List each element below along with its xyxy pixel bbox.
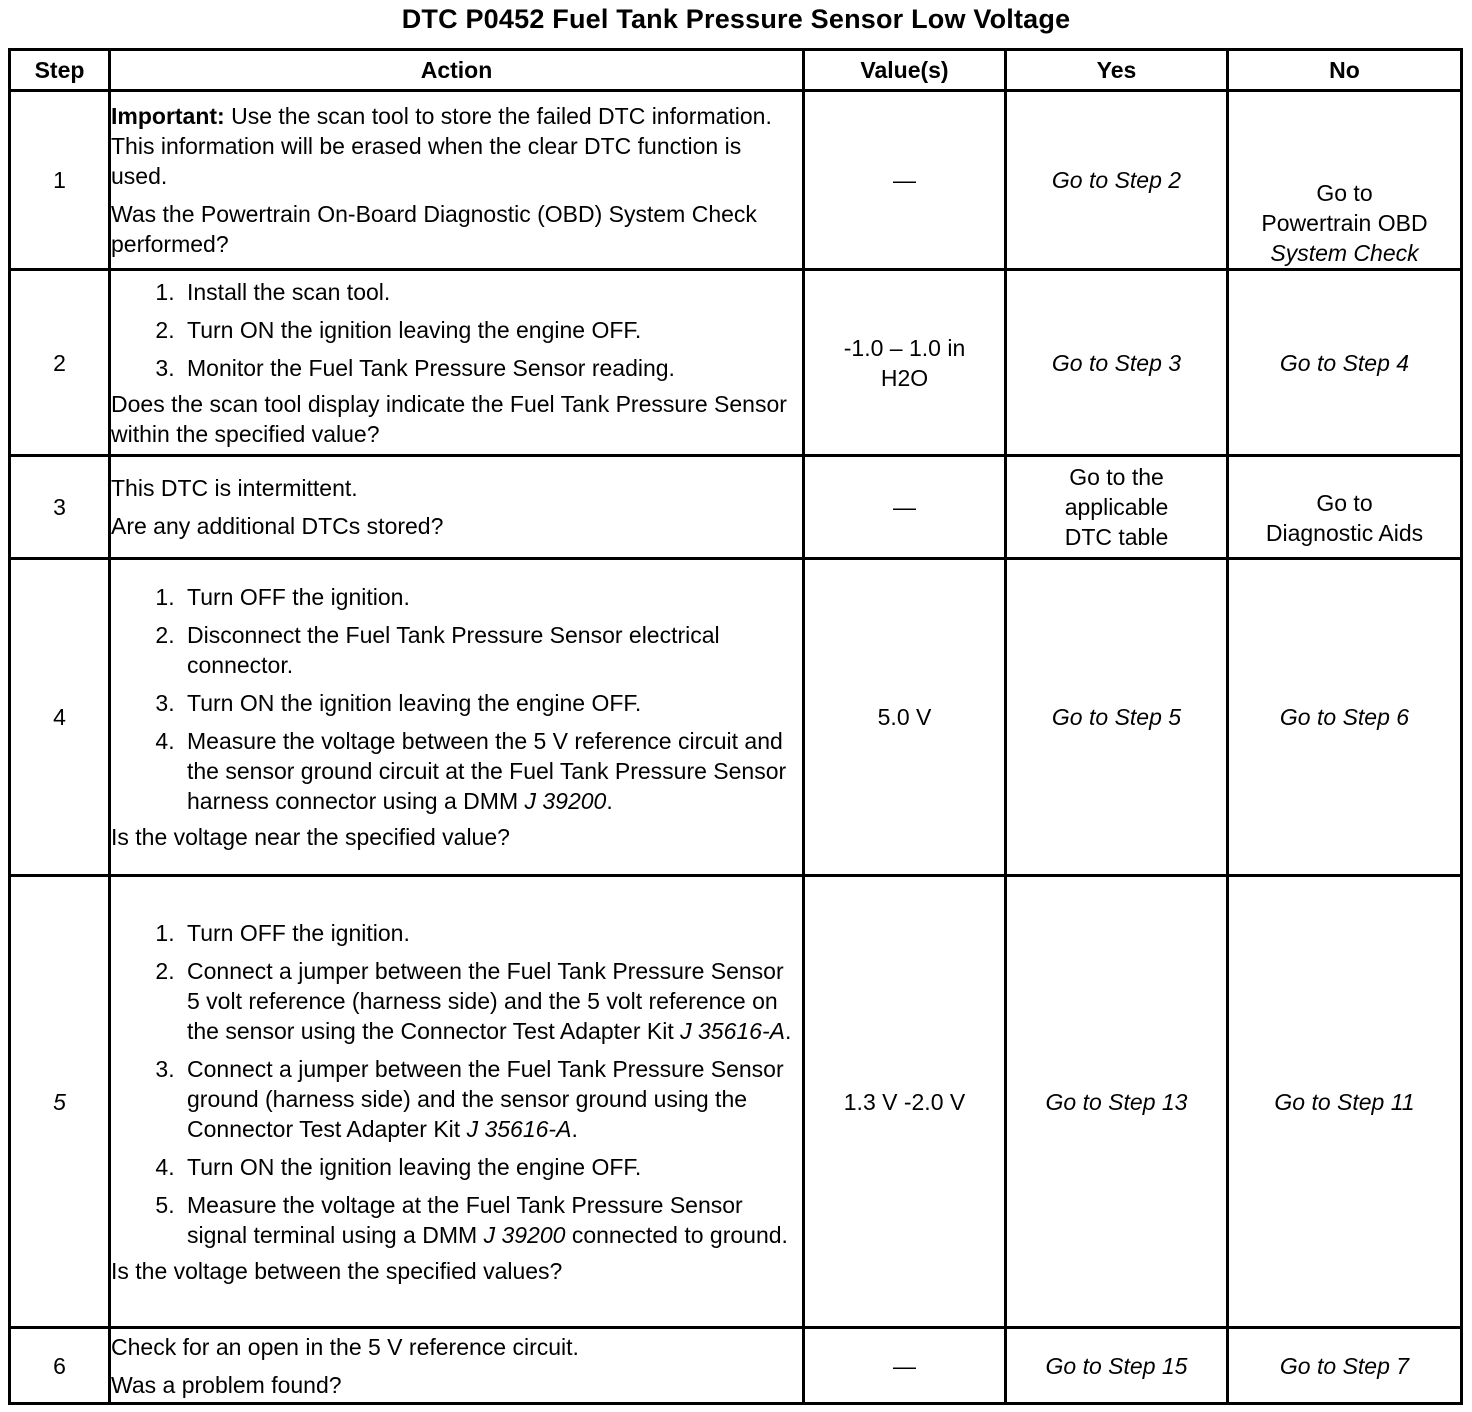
yes-cell: Go to Step 2	[1006, 91, 1228, 270]
yes-cell: Go to Step 3	[1006, 270, 1228, 456]
important-text: Use the scan tool to store the failed DTC information. This information will be erased when the clear DTC function is used.	[111, 103, 772, 189]
no-line: Go to	[1316, 490, 1373, 516]
tool-reference: J 35616-A	[680, 1017, 785, 1044]
procedure-item: 2. Turn ON the ignition leaving the engine OFF.	[181, 315, 802, 345]
step-number: 1	[10, 91, 110, 270]
header-no: No	[1228, 50, 1462, 91]
value-line: H2O	[880, 364, 929, 391]
action-question: Does the scan tool display indicate the Fuel Tank Pressure Sensor within the specified value?	[111, 390, 787, 447]
diagnostic-table	[8, 48, 1463, 1405]
important-note	[111, 101, 802, 191]
header-values: Value(s)	[804, 50, 1006, 91]
action-question: Is the voltage near the specified value?	[111, 824, 510, 850]
no-cell: Go to Step 6	[1228, 559, 1462, 876]
action-cell	[110, 91, 804, 270]
no-cell: Go to Step 7	[1228, 1328, 1462, 1404]
procedure-item: 4. Turn ON the ignition leaving the engine OFF.	[181, 1152, 802, 1182]
header-action: Action	[110, 50, 804, 91]
procedure-item: 1. Turn OFF the ignition.	[181, 918, 802, 948]
procedure-text: Measure the voltage at the Fuel Tank Pressure Sensor signal terminal using a DMM	[187, 1191, 743, 1248]
header-yes: Yes	[1006, 50, 1228, 91]
document-title: DTC P0452 Fuel Tank Pressure Sensor Low Voltage	[401, 4, 1071, 34]
procedure-item: 3. Connect a jumper between the Fuel Tank Pressure Sensor ground (harness side) and the sensor ground using the Connector Test Adapter Kit J 35616-A.	[181, 1054, 802, 1144]
action-cell	[110, 456, 804, 559]
action-question: Is the voltage between the specified values?	[111, 1257, 563, 1284]
procedure-text: Connect a jumper between the Fuel Tank Pressure Sensor 5 volt reference (harness side) and the 5 volt reference on the sensor using the Connector Test Adapter Kit	[187, 957, 784, 1044]
action-cell	[110, 1328, 804, 1404]
value-cell: —	[804, 1328, 1006, 1404]
action-statement: Check for an open in the 5 V reference circuit.	[111, 1333, 579, 1360]
yes-line: DTC table	[1064, 524, 1169, 550]
no-cell: Go to Step 11	[1228, 876, 1462, 1328]
yes-line: applicable	[1064, 494, 1169, 520]
action-cell	[110, 876, 804, 1328]
value-cell: —	[804, 91, 1006, 270]
no-line: Go to	[1316, 180, 1373, 206]
step-number: 3	[10, 456, 110, 559]
yes-cell: Go to Step 13	[1006, 876, 1228, 1328]
step-number: 6	[10, 1328, 110, 1404]
action-question: Was the Powertrain On-Board Diagnostic (OBD) System Check performed?	[111, 201, 757, 257]
procedure-item: 3. Turn ON the ignition leaving the engine OFF.	[181, 688, 802, 718]
no-line: Diagnostic Aids	[1265, 520, 1424, 546]
table-row	[10, 270, 1462, 456]
action-question: Are any additional DTCs stored?	[111, 513, 444, 539]
table-row	[10, 91, 1462, 270]
procedure-item: 3. Monitor the Fuel Tank Pressure Sensor reading.	[181, 353, 802, 383]
value-cell: —	[804, 456, 1006, 559]
action-question: Was a problem found?	[111, 1371, 342, 1398]
table-row	[10, 559, 1462, 876]
procedure-item: 1. Turn OFF the ignition.	[181, 582, 802, 612]
procedure-list	[111, 582, 802, 816]
yes-cell	[1006, 456, 1228, 559]
no-line: System Check	[1270, 240, 1419, 266]
procedure-text: connected to ground.	[571, 1221, 788, 1248]
action-cell	[110, 270, 804, 456]
table-row	[10, 876, 1462, 1328]
tool-reference: J 39200	[483, 1221, 566, 1248]
procedure-text: Measure the voltage between the 5 V reference circuit and the sensor ground circuit at the Fuel Tank Pressure Sensor harness connector using a DMM	[187, 728, 787, 814]
value-cell	[804, 270, 1006, 456]
no-line: Powertrain OBD	[1261, 210, 1428, 236]
yes-cell: Go to Step 15	[1006, 1328, 1228, 1404]
value-line: -1.0 – 1.0 in	[843, 334, 966, 361]
table-row	[10, 1328, 1462, 1404]
step-number: 5	[10, 876, 110, 1328]
yes-line: Go to the	[1069, 464, 1164, 490]
no-cell: Go to Step 4	[1228, 270, 1462, 456]
table-row	[10, 456, 1462, 559]
procedure-item: 4. Measure the voltage between the 5 V reference circuit and the sensor ground circuit at the Fuel Tank Pressure Sensor harness connector using a DMM J 39200.	[181, 726, 802, 816]
no-cell	[1228, 456, 1462, 559]
step-number: 2	[10, 270, 110, 456]
yes-cell: Go to Step 5	[1006, 559, 1228, 876]
tool-reference: J 35616-A	[466, 1115, 572, 1142]
value-cell: 5.0 V	[804, 559, 1006, 876]
action-statement: This DTC is intermittent.	[111, 475, 358, 501]
tool-reference: J 39200	[524, 788, 607, 814]
procedure-list	[111, 918, 802, 1250]
procedure-item: 2. Connect a jumper between the Fuel Tank Pressure Sensor 5 volt reference (harness side) and the 5 volt reference on the sensor using the Connector Test Adapter Kit J 35616-A.	[181, 956, 802, 1046]
procedure-item: 1. Install the scan tool.	[181, 277, 802, 307]
procedure-list	[111, 277, 802, 383]
no-cell	[1228, 91, 1462, 270]
procedure-text: Connect a jumper between the Fuel Tank Pressure Sensor ground (harness side) and the sensor ground using the Connector Test Adapter Kit	[187, 1055, 784, 1142]
value-cell: 1.3 V -2.0 V	[804, 876, 1006, 1328]
step-number: 4	[10, 559, 110, 876]
header-step: Step	[10, 50, 110, 91]
important-label: Important:	[111, 103, 225, 129]
table-header-row	[10, 50, 1462, 91]
action-cell	[110, 559, 804, 876]
procedure-item	[181, 1190, 802, 1250]
procedure-item: 2. Disconnect the Fuel Tank Pressure Sensor electrical connector.	[181, 620, 802, 680]
